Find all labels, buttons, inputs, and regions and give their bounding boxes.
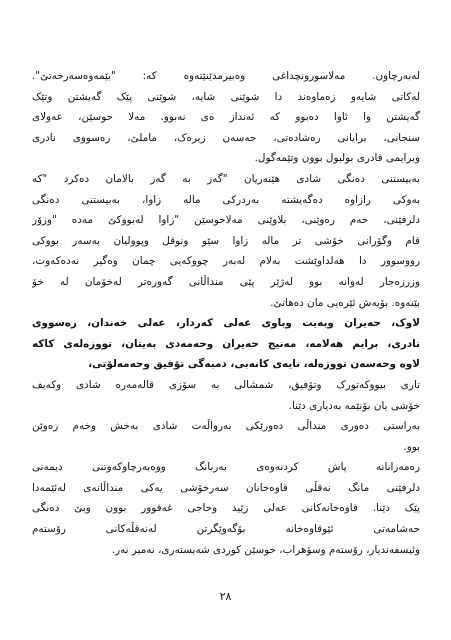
paragraph	[32, 66, 420, 169]
page-number: ٢٨	[219, 590, 232, 603]
text-line: وئیسفەندیار، رۆستەم وسۆهراب، حوسێن کوردی شەبستەری، نەمیر نەر.	[111, 543, 420, 556]
text-line: رەمەزانانە پاش کردنەوەی بەربانگ ووەبەرچاوکەوتنی دیمەنی	[32, 461, 420, 474]
paragraph	[32, 457, 420, 560]
text-line: حەشامەتی ئێوقاوەخانە بۆگەوێگرتن لەنەقڵەکانی رۆستەم	[32, 523, 420, 536]
text-line: پێک دێنا. قاوەخانەکانی عەلی زێید وحاجی غەفوور بوون وبێ دەنگی	[32, 502, 420, 515]
text-line: خۆشی یان بۆنێمە بەدیاری دێنا.	[288, 399, 420, 412]
text-line: لەبەرچاون. مەلاسورونچداغی وەبیرمدێنێتەوە کە: "بێمەوەسەرخەتێ".	[32, 70, 420, 82]
text-line: سنجانی، برایانی رەشادەتی، حەسەن زیرەک، ماملێ، رەسووی نادری	[32, 131, 420, 144]
text-line: بوو.	[403, 440, 420, 453]
text-line: گەیشتن وا ئاوا دەبوو کە ئەنداز ەی نەبوو. مەلا حوسێن، عەولای	[32, 111, 420, 124]
text-line: بەراستی دەوری منداڵی دەورێکی بەرواڵەت شادی بەخش وخەم رەوێن	[32, 420, 420, 433]
text-line: بەبیستنی دەنگی شادی هێنەریان "گەز بە گەز بالامان دەکرد "کە	[32, 172, 420, 185]
text-line: قام وگۆرانی خۆشی تر مالە زاوا سێو ونوقل وپوولیان بەسەر بووکی	[32, 234, 420, 247]
text-line: تاری بیووکەتورک وتۆفیق، شمشالی بە سۆزی قالەمەرە شادی وکەیف	[32, 378, 420, 391]
text-line: دلرفێنی، خەم رەوێنی، بلاوێنی مەلاحوسێن "زاوا لەبووکێ مەدە "وزۆر	[32, 214, 420, 227]
text-line: وزرزەجار لەوانە بوو لەژێر پێی منداڵانی گەورەتر لەخۆمان لە خۆ	[32, 275, 420, 288]
text-line: رووسوور دا هەلداوێشت بەلام لەبەر چووکەیی چمان وەگیر نەدەکەوت،	[32, 255, 420, 268]
paragraph	[32, 169, 420, 313]
paragraph	[32, 375, 420, 416]
document-body	[32, 66, 420, 560]
text-line: بەوکی رازاوە دەگەیشتە بەردرکی مالە زاوا، بەبیستنی دەنگی	[32, 193, 420, 206]
paragraph	[32, 416, 420, 457]
text-line: دلرفێنی مانگ نەقڵی قاوەخانان سەرخۆشی یەکی منداڵانەی لەئێمەدا	[32, 481, 420, 494]
text-line: وبرایمی قادری بولبول بوون وتێمەگول.	[254, 152, 420, 165]
text-line: لاوک، حەیران وبەیت وباوی عەلی کەردار، عەلی خەندان، رەسووی	[32, 317, 420, 330]
text-line: بێنەوە. بۆیەش ئێرەیی مان دەهاتێ.	[270, 296, 420, 309]
paragraph	[32, 313, 420, 375]
text-line: نادری، برایم هەلامە، مەنیج حەیران وحەمەدی بەیتان، تووزەلەی کاکە	[32, 337, 420, 350]
text-line: لاوە وحەسەن تووزەلە، نایەی کانەبی، دمبەگی تۆفیق وحەمەلۆتی،	[88, 358, 420, 371]
text-line: لەکاتی شایەو زەماوەند دا شوێنی شایە، شوێنی پێک گەیشتن وتێک	[32, 90, 420, 103]
